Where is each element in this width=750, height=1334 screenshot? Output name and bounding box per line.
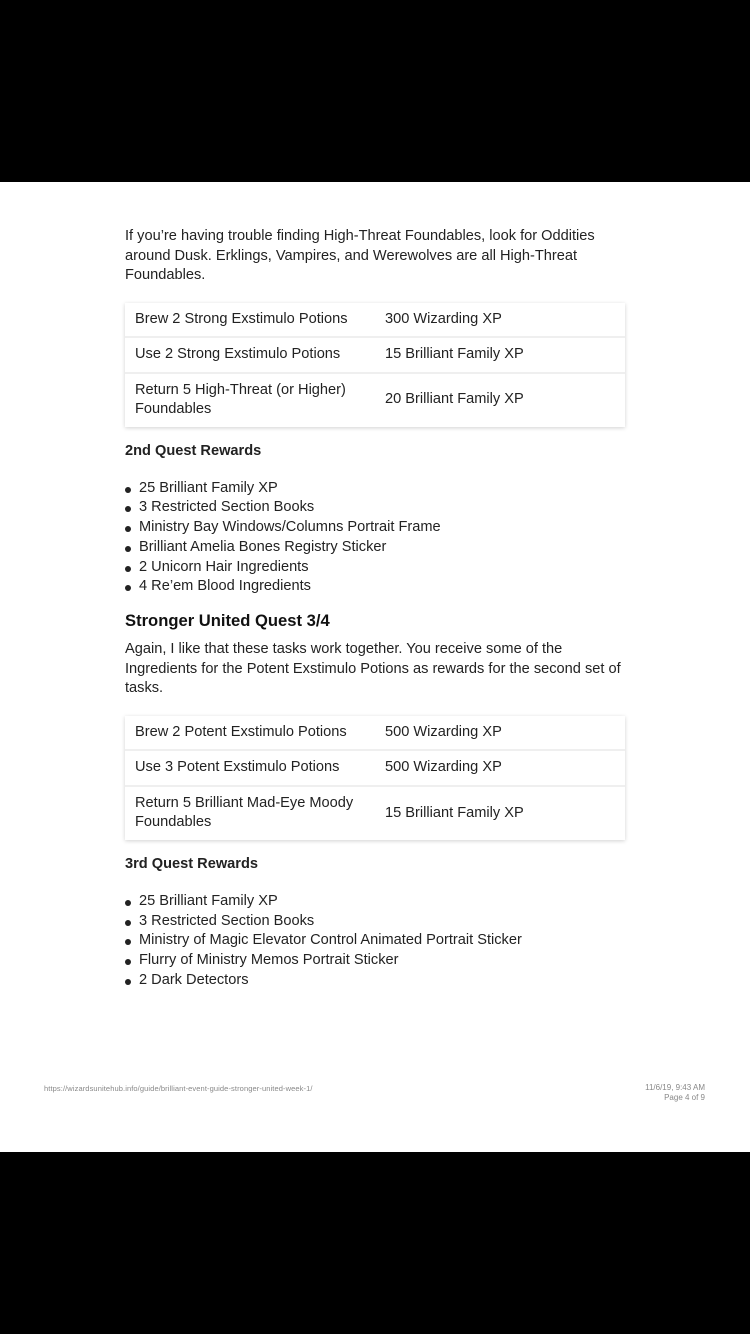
list-item: Ministry of Magic Elevator Control Animated Portrait Sticker xyxy=(139,931,625,951)
table-row xyxy=(125,303,625,338)
list-item: 3 Restricted Section Books xyxy=(139,498,625,518)
intro-paragraph: If you’re having trouble finding High-Threat Foundables, look for Oddities around Dusk. Erklings, Vampires, and Werewolves are all High-Threat Foundables. xyxy=(125,228,595,283)
task-cell: Return 5 Brilliant Mad-Eye Moody Foundables xyxy=(135,794,354,831)
reward-cell: 500 Wizarding XP xyxy=(375,750,625,786)
table-row xyxy=(125,337,625,373)
footer-timestamp: 11/6/19, 9:43 AM xyxy=(645,1083,705,1092)
quest3-task-table xyxy=(125,716,625,840)
list-item: Flurry of Ministry Memos Portrait Sticker xyxy=(139,951,625,971)
list-item: 2 Dark Detectors xyxy=(139,971,625,991)
table-row xyxy=(125,786,625,840)
list-item: 4 Re’em Blood Ingredients xyxy=(139,577,625,597)
quest2-task-table xyxy=(125,303,625,427)
quest2-rewards-list xyxy=(125,479,625,598)
task-cell: Brew 2 Strong Exstimulo Potions xyxy=(125,303,375,338)
quest3-paragraph: Again, I like that these tasks work together. You receive some of the Ingredients for the Potent Exstimulo Potions as rewards for the second set of tasks. xyxy=(125,641,621,697)
table-row xyxy=(125,750,625,786)
quest3-title: Stronger United Quest 3/4 xyxy=(125,611,330,631)
quest3-rewards-list xyxy=(125,892,625,991)
list-item: 2 Unicorn Hair Ingredients xyxy=(139,558,625,578)
reward-cell: 500 Wizarding XP xyxy=(375,716,625,751)
page-content xyxy=(125,227,625,991)
list-item: Brilliant Amelia Bones Registry Sticker xyxy=(139,538,625,558)
reward-cell: 20 Brilliant Family XP xyxy=(385,391,524,408)
reward-cell: 15 Brilliant Family XP xyxy=(375,337,625,373)
list-item: 25 Brilliant Family XP xyxy=(139,479,625,499)
document-page xyxy=(0,182,750,1152)
footer-page-number: Page 4 of 9 xyxy=(664,1093,705,1102)
table-row xyxy=(125,373,625,427)
quest3-rewards-heading: 3rd Quest Rewards xyxy=(125,855,259,872)
reward-cell: 300 Wizarding XP xyxy=(375,303,625,338)
task-cell: Brew 2 Potent Exstimulo Potions xyxy=(125,716,375,751)
table-row xyxy=(125,716,625,751)
quest2-rewards-heading: 2nd Quest Rewards xyxy=(125,442,262,459)
footer-meta xyxy=(645,1083,705,1103)
list-item: 25 Brilliant Family XP xyxy=(139,892,625,912)
reward-cell: 15 Brilliant Family XP xyxy=(385,804,524,821)
task-cell: Use 3 Potent Exstimulo Potions xyxy=(125,750,375,786)
list-item: 3 Restricted Section Books xyxy=(139,912,625,932)
list-item: Ministry Bay Windows/Columns Portrait Frame xyxy=(139,518,625,538)
task-cell: Use 2 Strong Exstimulo Potions xyxy=(125,337,375,373)
footer-url: https://wizardsunitehub.info/guide/brilliant-event-guide-stronger-united-week-1/ xyxy=(44,1084,313,1093)
task-cell: Return 5 High-Threat (or Higher) Foundables xyxy=(135,381,346,417)
